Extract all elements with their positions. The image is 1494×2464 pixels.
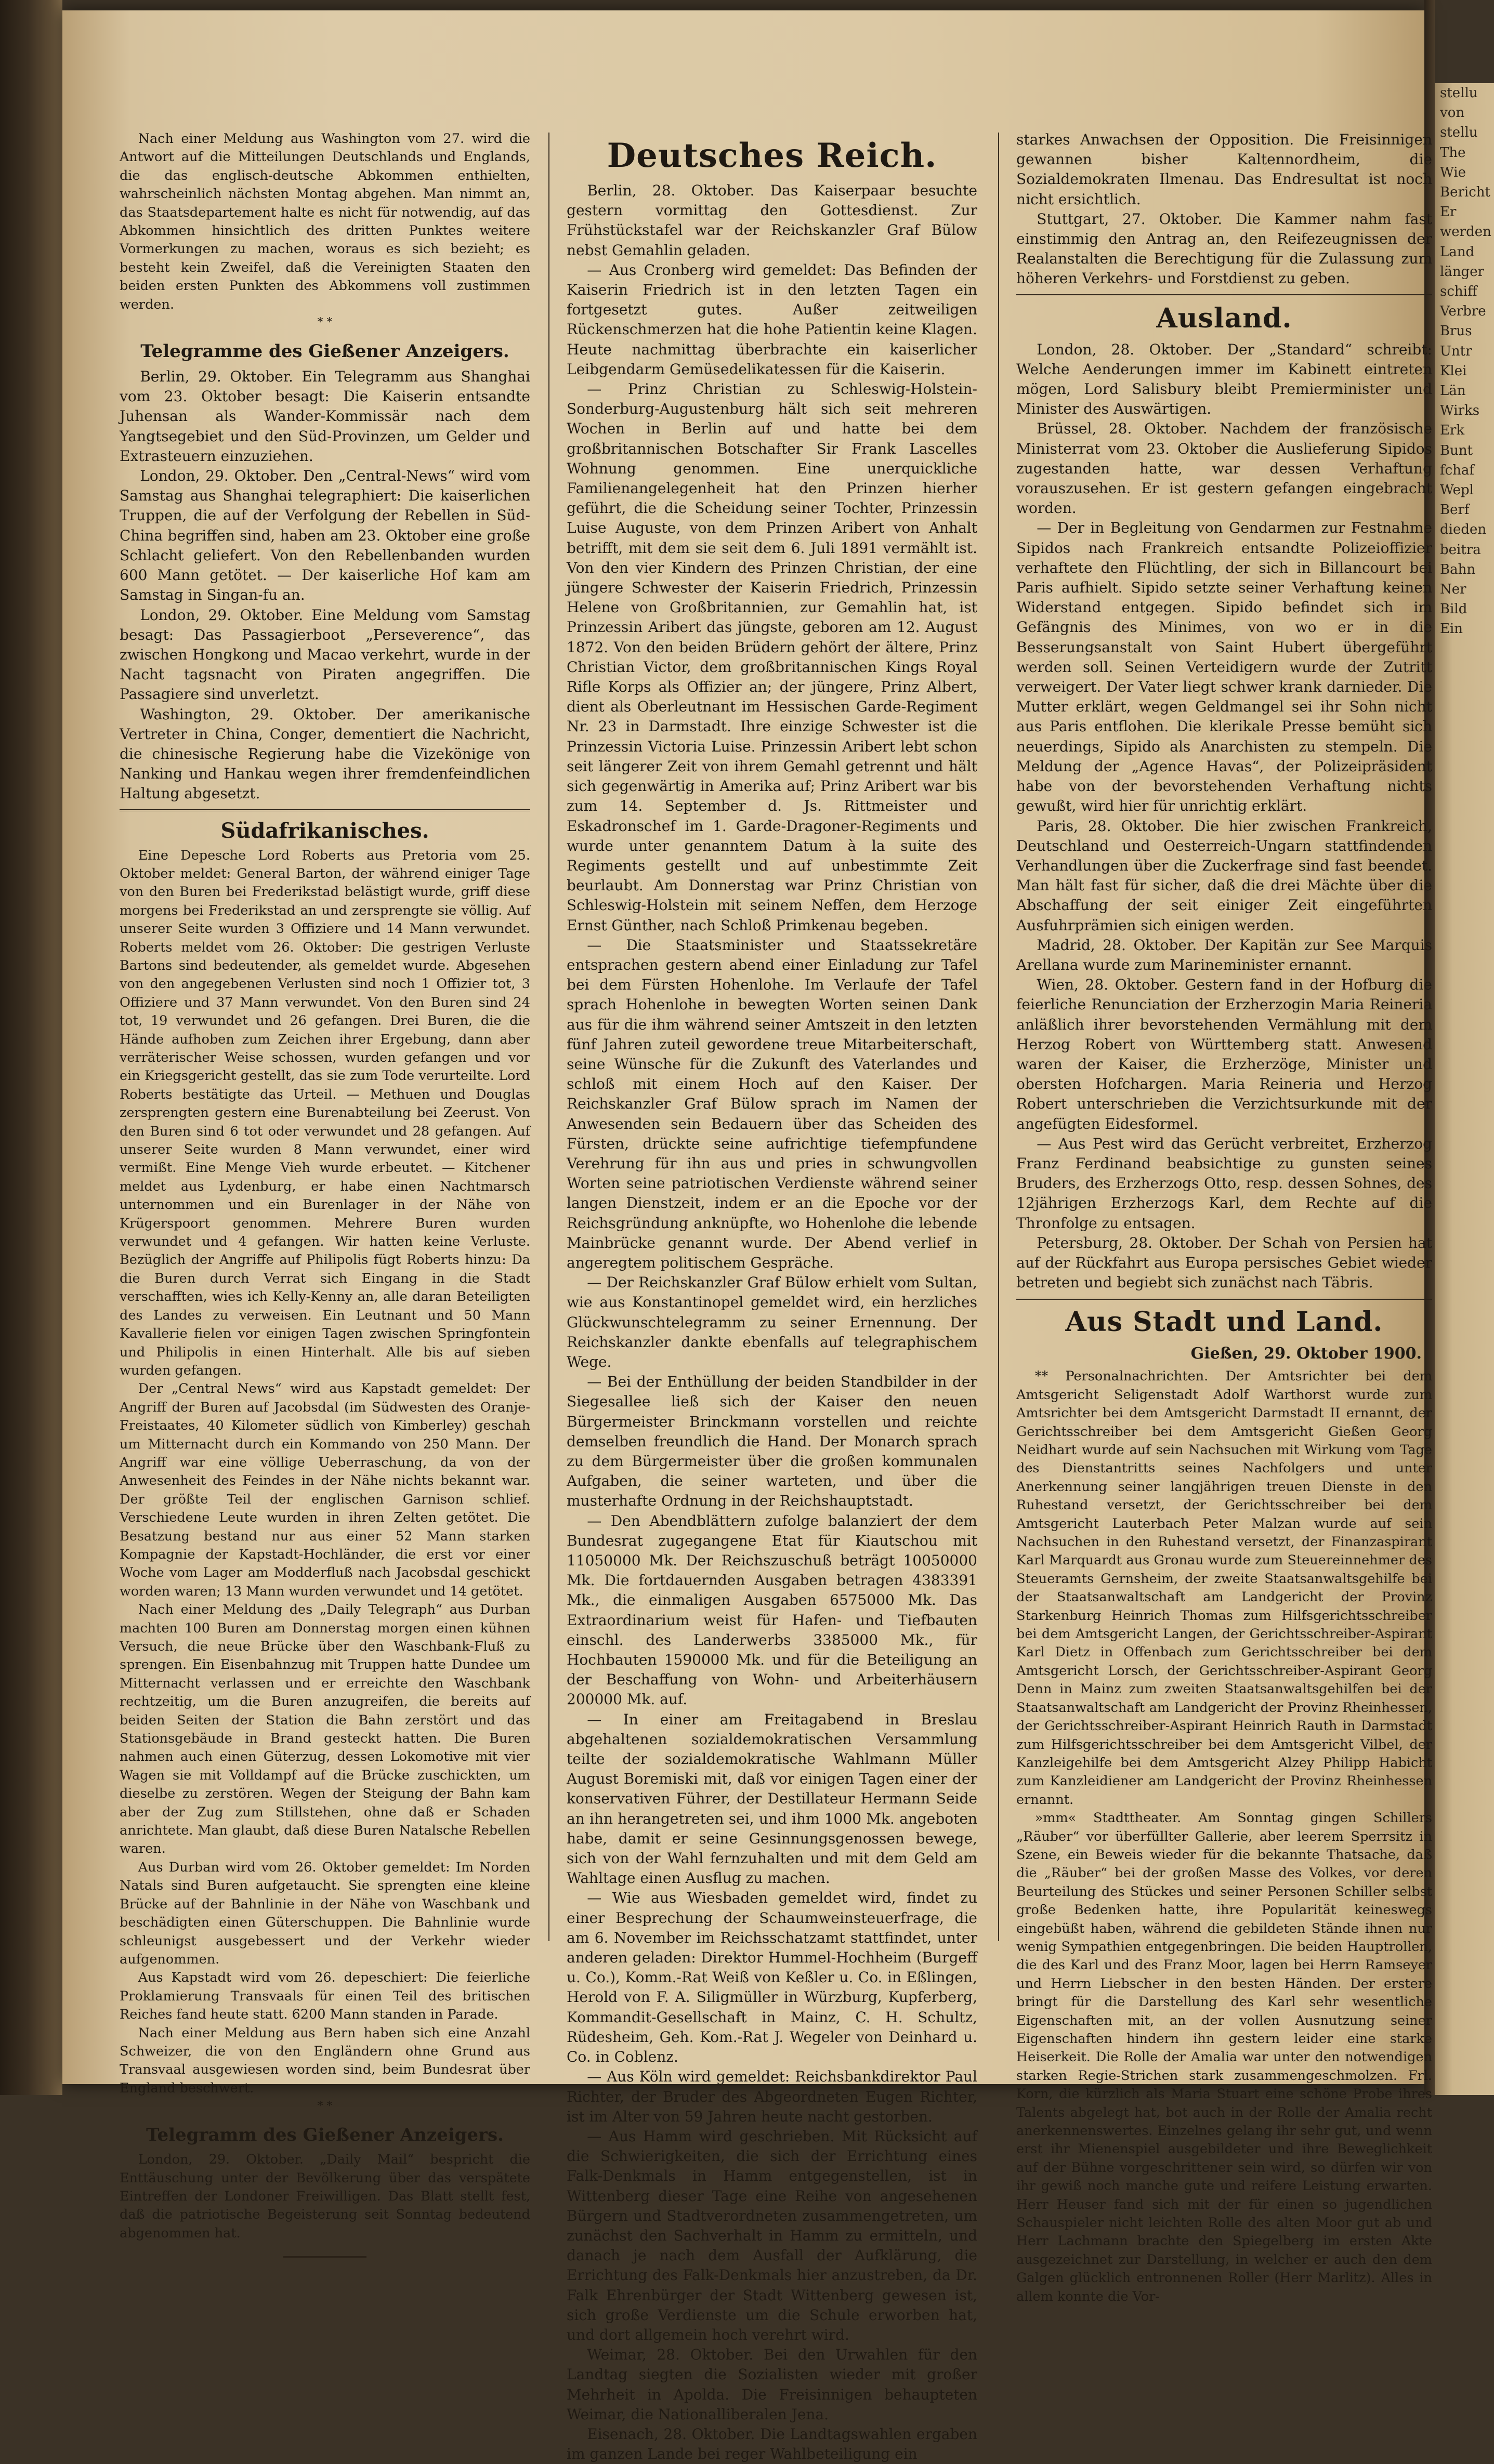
paragraph: — Die Staatsminister und Staatssekretäre entsprachen gestern abend einer Einladung zur Tafel bei dem Fürsten Hohenlohe. Im Verlaufe der Tafel sprach Hohenlohe in bewegten Worten seinen Dank aus für die ihm während seiner Amtszeit in den letzten fünf Jahren zuteil gewordene treue Mitarbeiterschaft, seine Wünsche für die Zukunft des Vaterlandes und schloß mit einem Hoch auf den Kaiser. Der Reichskanzler Graf Bülow sprach im Namen der Anwesenden sein Bedauern über das Scheiden des Fürsten, drückte seine aufrichtige tiefempfundene Verehrung für ihn aus und pries in schwungvollen Worten seine patriotischen Verdienste während seiner langen Dienstzeit, indem er an die Epoche vor der Reichsgründung anknüpfte, wo Hohenlohe die lebende Mainbrücke genannt wurde. Der Abend verlief in angeregtem politischem Gespräche. (567, 936, 977, 1271)
paragraph: London, 29. Oktober. Eine Meldung vom Samstag besagt: Das Passagierboot „Perseverence“, das zwischen Hongkong und Macao verkehrt, wurde in der Nacht tagsnacht von Piraten angegriffen. Die Passagiere sind unverletzt. (120, 606, 530, 703)
paragraph: Nach einer Meldung des „Daily Telegraph“ aus Durban machten 100 Buren am Donnerstag morgen einen kühnen Versuch, die neue Brücke über den Waschbank-Fluß zu sprengen. Ein Eisenbahnzug mit Truppen hatte Dundee um Mitternacht verlassen und er erreichte den Waschbank rechtzeitig, um die Buren anzugreifen, die bereits auf beiden Seiten der Station die Bahn zerstört und das Stationsgebäude in Brand gesteckt hatten. Die Buren nahmen auch einen Güterzug, dessen Lokomotive mit vier Wagen sie mit Volldampf auf die Brücke zuschickten, um dieselbe zu zerstören. Wegen der Steigung der Bahn kam aber der Zug zum Stillstehen, ohne daß er Schaden anrichtete. Man glaubt, daß diese Buren Natalsche Rebellen waren. (120, 1602, 530, 1857)
paragraph: — Der in Begleitung von Gendarmen zur Festnahme Sipidos nach Frankreich entsandte Polizeioffizier verhaftete den Flüchtling, der sich in Billancourt bei Paris aufhielt. Sipido setzte seiner Verhaftung keinen Widerstand entgegen. Sipido befindet sich im Gefängnis des Minimes, von wo er in die Besserungsanstalt von Saint Hubert übergeführt werden soll. Seinen Verteidigern wurde der Zutritt verweigert. Der Vater liegt schwer krank darnieder. Die Mutter erklärt, wegen Geldmangel sei ihr Sohn nicht aus Paris entflohen. Die klerikale Presse bemüht sich neuerdings, Sipido als Anarchisten zu stempeln. Die Meldung der „Agence Havas“, der Polizeipräsident habe von der bevorstehenden Verhaftung nichts gewußt, wird hier für unrichtig erklärt. (1016, 519, 1432, 815)
paragraph: — Aus Hamm wird geschrieben. Mit Rücksicht auf die Schwierigkeiten, die sich der Errichtung eines Falk-Denkmals in Hamm entgegenstellen, ist in Wittenberg dieser Tage eine Reihe von angesehenen Bürgern und Stadtverordneten zusammengetreten, um zunächst den Sachverhalt in Hamm zu ermitteln, und danach je nach dem Ausfall der Aufklärung, die Errichtung des Falk-Denkmals hier anzustreben, da Dr. Falk Ehrenbürger der Stadt Wittenberg gewesen ist, sich große Verdienste um die Schule erworben hat, und dort allgemein hoch verehrt wird. (567, 2127, 977, 2343)
section-rule (1016, 294, 1432, 296)
next-page-edge (1435, 83, 1494, 2095)
column-3 (1016, 130, 1432, 2306)
book-binding (0, 0, 62, 2095)
paragraph: Aus Durban wird vom 26. Oktober gemeldet: Im Norden Natals sind Buren aufgetaucht. Sie sprengten eine kleine Brücke auf der Bahnlinie in der Nähe von Waschbank und beschädigten einen Güterschuppen. Die Bahnlinie wurde schleunigst ausgebessert und der Verkehr wieder aufgenommen. (120, 1859, 530, 1967)
article-washington (120, 130, 530, 314)
paragraph: — Der Reichskanzler Graf Bülow erhielt vom Sultan, wie aus Konstantinopel gemeldet wird, ein herzliches Glückwunschtelegramm zu seiner Ernennung. Der Reichskanzler dankte ebenfalls auf telegraphischem Wege. (567, 1274, 977, 1371)
paragraph: Aus Kapstadt wird vom 26. depeschiert: Die feierliche Proklamierung Transvaals für einen Teil des britischen Reiches fand heute statt. 6200 Mann standen in Parade. (120, 1970, 530, 2023)
section-rule (1016, 1298, 1432, 1300)
paragraph: Paris, 28. Oktober. Die hier zwischen Frankreich, Deutschland und Oesterreich-Ungarn stattfindenden Verhandlungen über die Zuckerfrage sind fast beendet. Man hält fast für sicher, daß die drei Mächte über die Abschaffung der seit einiger Zeit eingeführten Ausfuhrprämien sich einigen werden. (1016, 817, 1432, 934)
paragraph: Nach einer Meldung aus Bern haben sich eine Anzahl Schweizer, die von den Engländern ohne Grund aus Transvaal ausgewiesen worden sind, beim Bundesrat über England beschwert. (120, 2025, 530, 2096)
section-rule (120, 809, 530, 811)
paragraph: Washington, 29. Oktober. Der amerikanische Vertreter in China, Conger, dementiert die Nachricht, die chinesische Regierung habe die Vizekönige von Nanking und Hankau wegen ihrer fremdenfeindlichen Haltung abgesetzt. (120, 705, 530, 802)
paragraph: Stuttgart, 27. Oktober. Die Kammer nahm fast einstimmig den Antrag an, den Reifezeugnissen der Realanstalten die Berechtigung für die Zulassung zum höheren Verkehrs- und Forstdienst zu geben. (1016, 210, 1432, 287)
section-heading: Deutsches Reich. (607, 136, 937, 175)
paragraph: ** Personalnachrichten. Der Amtsrichter bei dem Amtsgericht Seligenstadt Adolf Warthorst wurde zum Amtsrichter bei dem Amtsgericht Darmstadt II ernannt, der Gerichtsschreiber bei dem Amtsgericht Gießen Georg Neidhart wurde auf sein Nachsuchen mit Wirkung vom Tage des Dienstantritts seines Nachfolgers und unter Anerkennung seiner langjährigen treuen Dienste in den Ruhestand versetzt, der Gerichtsschreiber bei dem Amtsgericht Lauterbach Peter Malzan wurde auf sein Nachsuchen in den Ruhestand versetzt, der Finanzaspirant Karl Marquardt aus Gronau wurde zum Steuereinnehmer des Steueramts Gernsheim, der zweite Staatsanwaltsgehilfe bei der Staatsanwaltschaft am Landgericht der Provinz Starkenburg Heinrich Thomas zum Hilfsgerichtsschreiber bei dem Amtsgericht Langen, der Gerichtsschreiber-Aspirant Karl Dietz in Offenbach zum Gerichtsschreiber bei dem Amtsgericht Lorsch, der Gerichtsschreiber-Aspirant Georg Denn in Mainz zum zweiten Staatsanwaltsgehilfen bei der Staatsanwaltschaft am Landgericht der Provinz Rheinhessen, der Gerichtsschreiber-Aspirant Heinrich Rauth in Darmstadt zum Hilfsgerichtsschreiber bei dem Amtsgericht Vilbel, der Kanzleigehilfe bei dem Amtsgericht Alzey Philipp Habicht zum Kanzleidiener am Landgericht der Provinz Rheinhessen ernannt. (1016, 1368, 1432, 1808)
paragraph: Berlin, 28. Oktober. Das Kaiserpaar besuchte gestern vormittag den Gottesdienst. Zur Frühstückstafel war der Reichskanzler Graf Bülow nebst Gemahlin geladen. (567, 182, 977, 259)
column-divider-2 (998, 133, 999, 1941)
column-divider-1 (548, 133, 549, 1941)
telegram-heading: Telegramm des Gießener Anzeigers. (146, 2125, 504, 2146)
paragraph: — Aus Pest wird das Gerücht verbreitet, Erzherzog Franz Ferdinand beabsichtige zu gunsten seines Bruders, des Erzherzogs Otto, resp. dessen Sohnes, des 12jährigen Erzherzogs Karl, dem Rechte auf die Thronfolge zu entsagen. (1016, 1135, 1432, 1232)
section-heading: Südafrikanisches. (220, 818, 429, 843)
paragraph: »mm« Stadttheater. Am Sonntag gingen Schillers „Räuber“ vor überfüllter Gallerie, aber leerem Sperrsitz in Szene, ein Beweis wieder für die bekannte Thatsache, daß die „Räuber“ bei der großen Masse des Volkes, vor deren Beurteilung des Stückes und seiner Personen Schiller selbst große Bedenken hatte, ihre Popularität keineswegs eingebüßt haben, während die gebildeten Stände ihnen nur wenig Sympathien entgegenbringen. Die beiden Hauptrollen, die des Karl und des Franz Moor, lagen bei Herrn Ramseyer und Herrn Liebscher in den besten Händen. Der erstere bringt für die Darstellung des Karl sehr wesentliche Eigenschaften mit, an der vollen Ausnutzung seiner Eigenschaften hindern ihn gestern leider eine starke Heiserkeit. Die Rolle der Amalia war unter den notwendigen starken Regie-Strichen stark zusammengeschmolzen. Frl. Korn, die kürzlich als Maria Stuart eine schöne Probe ihres Talents abgelegt hat, bot auch in der Rolle der Amalia recht anerkennenswertes. Einzelnes gelang ihr sehr gut, und wenn erst ihr Mienenspiel ausgebildeter und ihre Beweglichkeit auf der Bühne vorgeschrittener sein wird, so dürfen wir von ihr gewiß noch manche gute und reifere Leistung erwarten. Herr Heuser fand sich mit der für einen so jugendlichen Schauspieler nicht leichten Rolle des alten Moor gut ab und Herr Lachmann brachte den Spiegelberg im ersten Akte ausgezeichnet zur Darstellung, in welcher er auch den dem Galgen glücklich entronnenen Roller (Herr Marlitz). Alles in allem konnte die Vor- (1016, 1810, 1432, 2304)
section-heading: Ausland. (1156, 302, 1292, 334)
paragraph: Weimar, 28. Oktober. Bei den Urwahlen für den Landtag siegten die Sozialisten wieder mit großer Mehrheit in Apolda. Die Freisinnigen behaupteten Weimar, die Nationalliberalen Jena. (567, 2346, 977, 2423)
paragraph: Petersburg, 28. Oktober. Der Schah von Persien hat auf der Rückfahrt aus Europa persisches Gebiet wieder betreten und begiebt sich zunächst nach Täbris. (1016, 1234, 1432, 1292)
paragraph: London, 29. Oktober. „Daily Mail“ bespricht die Enttäuschung unter der Bevölkerung über das verspätete Eintreffen der Londoner Freiwilligen. Das Blatt stellt fest, daß die patriotische Begeisterung seit Sonntag bedeutend abgenommen hat. (120, 2152, 530, 2241)
paragraph: starkes Anwachsen der Opposition. Die Freisinnigen gewannen bisher Kaltennordheim, die Sozialdemokraten Ilmenau. Das Endresultat ist noch nicht ersichtlich. (1016, 131, 1432, 208)
paragraph: — Bei der Enthüllung der beiden Standbilder in der Siegesallee ließ sich der Kaiser den neuen Bürgermeister Brinckmann vorstellen und reichte demselben freundlich die Hand. Der Monarch sprach zu dem Bürgermeister über die großen kommunalen Aufgaben, die seiner warteten, und über die musterhafte Ordnung in der Reichshauptstadt. (567, 1373, 977, 1510)
paragraph: Wien, 28. Oktober. Gestern fand in der Hofburg die feierliche Renunciation der Erzherzogin Maria Reineria anläßlich ihrer bevorstehenden Vermählung mit dem Herzog Robert von Württemberg statt. Anwesend waren der Kaiser, die Erzherzöge, Minister und obersten Hofchargen. Maria Reineria und Herzog Robert unterschrieben die Verzichtsurkunde mit der angefügten Eidesformel. (1016, 976, 1432, 1132)
paragraph: — Wie aus Wiesbaden gemeldet wird, findet zu einer Besprechung der Schaumweinsteuerfrage, die am 6. November im Reichsschatzamt stattfindet, unter anderen geladen: Direktor Hummel-Hochheim (Burgeff u. Co.), Komm.-Rat Weiß von Keßler u. Co. in Eßlingen, Herold von F. A. Siligmüller in Würzburg, Kupferberg, Kommandit-Gesellschaft in Mainz, C. H. Schultz, Rüdesheim, Geh. Kom.-Rat J. Wegeler von Deinhard u. Co. in Coblenz. (567, 1889, 977, 2066)
end-rule (283, 2256, 366, 2258)
paragraph: — In einer am Freitagabend in Breslau abgehaltenen sozialdemokratischen Versammlung teilte der sozialdemokratische Wahlmann Müller August Boremiski mit, daß vor einigen Tagen einer der konservativen Führer, der Destillateur Hermann Seide an ihn herangetreten sei, und ihm 1000 Mk. angeboten habe, damit er seine Gesinnungsgenossen bewege, sich von der Wahl fernzuhalten und mit dem Geld am Wahltage einen Ausflug zu machen. (567, 1710, 977, 1887)
paragraph: Eisenach, 28. Oktober. Die Landtagswahlen ergaben im ganzen Lande bei reger Wahlbeteiligung ein (567, 2425, 977, 2463)
paragraph: Eine Depesche Lord Roberts aus Pretoria vom 25. Oktober meldet: General Barton, der während einiger Tage von den Buren bei Frederikstad belästigt wurde, griff diese morgens bei Frederikstad an und zersprengte sie völlig. Auf unserer Seite wurden 3 Offiziere und 14 Mann verwundet. Roberts meldet vom 26. Oktober: Die gestrigen Verluste Bartons sind bedeutender, als gemeldet wurde. Abgesehen von den angegebenen Verlusten sind noch 1 Offizier tot, 3 Offiziere und 37 Mann verwundet. Von den Buren sind 24 tot, 19 verwundet und 26 gefangen. Drei Buren, die die Hände aufhoben zum Zeichen ihrer Ergebung, dann aber verräterischer Weise schossen, wurden gefangen und vor ein Kriegsgericht gestellt, das sie zum Tode verurteilte. Lord Roberts bestätigte das Urteil. — Methuen und Douglas zersprengten gestern eine Burenabteilung bei Zeerust. Von den Buren sind 6 tot oder verwundet und 28 gefangen. Auf unserer Seite wurden 8 Mann verwundet, einer wird vermißt. Eine Menge Vieh wurde erbeutet. — Kitchener meldet aus Lydenburg, er habe einen Nachtmarsch unternommen und ein Burenlager in der Nähe von Krügerspoort genommen. Mehrere Buren wurden verwundet und 4 gefangen. Wir hatten keine Verluste. Bezüglich der Angriffe auf Philipolis fügt Roberts hinzu: Da die Buren durch Verrat sich Eingang in die Stadt verschafften, wies ich Kelly-Kenny an, alle daran Beteiligten des Landes zu verweisen. Ein Leutnant und 50 Mann Kavallerie fielen vor einigen Tagen zwischen Springfontein und Philipolis in einen Hinterhalt. Alle bis auf sieben wurden gefangen. (120, 847, 530, 1378)
paragraph: Brüssel, 28. Oktober. Nachdem der französische Ministerrat vom 23. Oktober die Auslieferung Sipidos zugestanden hatte, war dessen Verhaftung vorauszusehen. Er ist gestern gefangen eingebracht worden. (1016, 420, 1432, 517)
paragraph: Nach einer Meldung aus Washington vom 27. wird die Antwort auf die Mitteilungen Deutschlands und Englands, die das englisch-deutsche Abkommen enthielten, wahrscheinlich nächsten Montag abgehen. Man nimmt an, das Staatsdepartement halte es nicht für notwendig, auf das Abkommen hinsichtlich des dritten Punktes weitere Vormerkungen zu machen, woraus es sich bezieht; es besteht kein Zweifel, daß die Vereinigten Staaten den beiden ersten Punkten des Abkommens voll zustimmen werden. (120, 131, 530, 312)
section-heading: Aus Stadt und Land. (1065, 1306, 1383, 1338)
separator-stars: * * (317, 316, 333, 330)
paragraph: — Prinz Christian zu Schleswig-Holstein-Sonderburg-Augustenburg hält sich seit mehreren Wochen in Berlin auf und hatte bei dem großbritannischen Botschafter Sir Frank Lascelles Wohnung genommen. Eine unerquickliche Familienangelegenheit hat den Prinzen hierher geführt, die die Scheidung seiner Tochter, Prinzessin Luise Auguste, von dem Prinzen Aribert von Anhalt betrifft, mit dem sie seit dem 6. Juli 1891 vermählt ist. Von den vier Kindern des Prinzen Christian, der eine jüngere Schwester der Kaiserin Friedrich, Prinzessin Helene von Großbritannien, zur Gemahlin hat, ist Prinzessin Aribert das jüngste, geboren am 12. August 1872. Von den beiden Brüdern gehört der ältere, Prinz Christian Victor, dem großbritannischen Kings Royal Rifle Korps als Offizier an; der jüngere, Prinz Albert, dient als Oberleutnant im Hessischen Garde-Regiment Nr. 23 in Darmstadt. Ihre einzige Schwester ist die Prinzessin Victoria Luise. Prinzessin Aribert lebt schon seit längerer Zeit von ihrem Gemahl getrennt und hält sich gegenwärtig in Amerika auf; Prinz Aribert war bis zum 14. September d. Js. Rittmeister und Eskadronschef im 1. Garde-Dragoner-Regiments und wurde unter genanntem Datum à la suite des Regiments gestellt und auf unbestimmte Zeit beurlaubt. Am Donnerstag war Prinz Christian von Schleswig-Holstein mit seinem Neffen, dem Herzoge Ernst Günther, nach Schloß Primkenau begeben. (567, 380, 977, 934)
paragraph: — Aus Cronberg wird gemeldet: Das Befinden der Kaiserin Friedrich ist in den letzten Tagen ein fortgesetzt gutes. Außer zeitweiligen Rückenschmerzen hat die hohe Patientin keine Klagen. Heute nachmittag überbrachte ein kaiserlicher Leibgendarm Gemüsedelikatessen für die Kaiserin. (567, 261, 977, 378)
column-1 (120, 130, 530, 2258)
article-south-africa (120, 847, 530, 2098)
paragraph: Madrid, 28. Oktober. Der Kapitän zur See Marquis Arellana wurde zum Marineminister ernannt. (1016, 936, 1432, 973)
next-page-edge-text: stellu von stellu The Wie Bericht Er werden Land länger schiff Verbre Brus Untr Klei Län Wirks Erk Bunt fchaf Wepl Berf dieden beitra Bahn Ner Bild Ein (1440, 85, 1491, 637)
paragraph: London, 29. Oktober. Den „Central-News“ wird vom Samstag aus Shanghai telegraphiert: Die kaiserlichen Truppen, die auf der Verfolgung der Rebellen in Süd-China begriffen sind, haben am 23. Oktober eine große Schlacht geliefert. Von den Rebellenbanden wurden 600 Mann getötet. — Der kaiserliche Hof kam am Samstag in Singan-fu an. (120, 467, 530, 604)
paragraph: London, 28. Oktober. Der „Standard“ schreibt: Welche Aenderungen immer im Kabinett eintreten mögen, Lord Salisbury bleibt Premierminister und Minister des Auswärtigen. (1016, 340, 1432, 418)
paragraph: Der „Central News“ wird aus Kapstadt gemeldet: Der Angriff der Buren auf Jacobsdal (im Südwesten des Oranje-Freistaates, 40 Kilometer südlich von Kimberley) geschah um Mitternacht durch ein Kommando von 250 Mann. Der Angriff war eine völlige Ueberraschung, da von der Anwesenheit des Feindes in der Nähe nichts bekannt war. Der größte Teil der englischen Garnison schlief. Verschiedene Leute wurden in ihren Zelten getötet. Die Besatzung bestand nur aus einer 52 Mann starken Kompagnie der Kapstadt-Hochländer, die erst vor einer Woche vom Lager am Modderfluß nach Jacobsdal geschickt worden waren; 13 Mann wurden verwundet und 14 getötet. (120, 1381, 530, 1599)
paragraph: — Den Abendblättern zufolge balanziert der dem Bundesrat zugegangene Etat für Kiautschou mit 11050000 Mk. Der Reichszuschuß beträgt 10050000 Mk. Die fortdauernden Ausgaben betragen 4383391 Mk., die einmaligen Ausgaben 6575000 Mk. Das Extraordinarium weist für Hafen- und Tiefbauten einschl. des Landerwerbs 3385000 Mk., für Hochbauten 1590000 Mk. und für die Beteiligung an der Beschaffung von Wohn- und Arbeiterhäusern 200000 Mk. auf. (567, 1512, 977, 1708)
paragraph: — Aus Köln wird gemeldet: Reichsbankdirektor Paul Richter, der Bruder des Abgeordneten Eugen Richter, ist im Alter von 59 Jahren heute nacht gestorben. (567, 2068, 977, 2125)
column-2 (567, 130, 977, 2464)
dateline: Gießen, 29. Oktober 1900. (1190, 1345, 1422, 1363)
separator-stars: * * (317, 2100, 333, 2113)
telegram-heading: Telegramme des Gießener Anzeigers. (140, 341, 509, 362)
paragraph: Berlin, 29. Oktober. Ein Telegramm aus Shanghai vom 23. Oktober besagt: Die Kaiserin entsandte Juhensan als Wander-Kommissär nach dem Yangtsegebiet und den Süd-Provinzen, um Gelder und Extrasteuern einzuziehen. (120, 368, 530, 465)
